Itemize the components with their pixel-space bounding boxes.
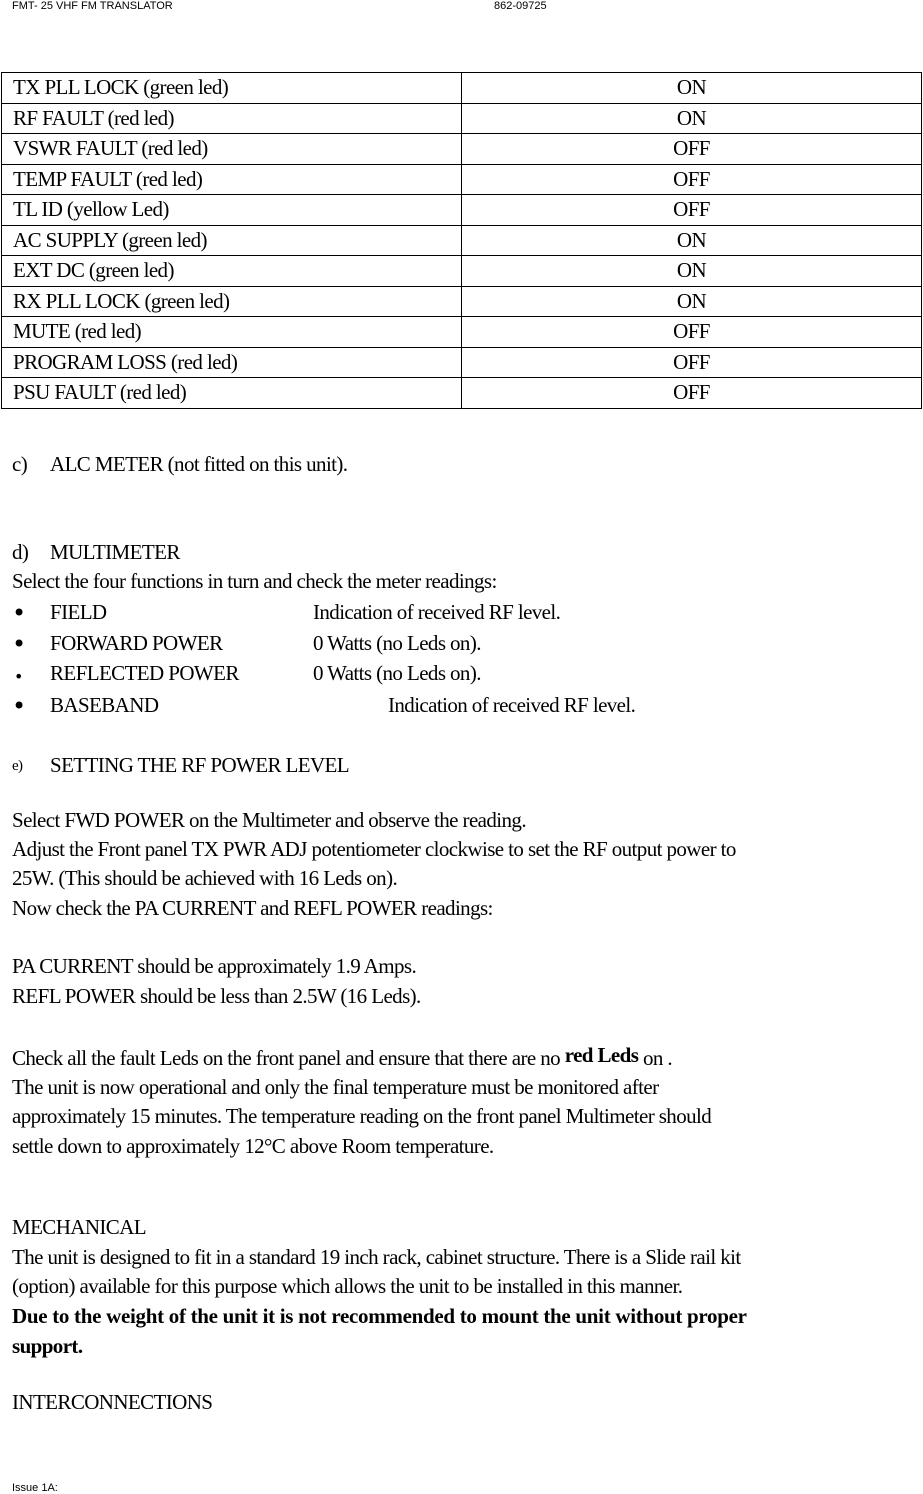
para-line: PA CURRENT should be approximately 1.9 Amps.: [12, 954, 417, 978]
status-row: [2, 317, 922, 348]
para-line: Adjust the Front panel TX PWR ADJ potentiometer clockwise to set the RF output power to: [12, 837, 736, 861]
status-row: [2, 195, 922, 226]
bullet-icon: •: [12, 599, 27, 627]
status-row: [2, 286, 922, 317]
status-label: TX PLL LOCK (green led): [2, 73, 462, 104]
para-line: The unit is designed to fit in a standard 19 inch rack, cabinet structure. There is a Slide rail kit: [12, 1245, 741, 1269]
led-status-table: [1, 72, 922, 409]
status-value: OFF: [462, 195, 922, 226]
footer-issue: Issue 1A:: [12, 1482, 58, 1494]
para-line: approximately 15 minutes. The temperature reading on the front panel Multimeter should: [12, 1104, 712, 1128]
status-label: AC SUPPLY (green led): [2, 225, 462, 256]
red-leds-emphasis: red Leds: [564, 1043, 639, 1067]
status-label: TL ID (yellow Led): [2, 195, 462, 226]
status-value: OFF: [462, 347, 922, 378]
status-row: [2, 164, 922, 195]
status-row: [2, 347, 922, 378]
status-label: PROGRAM LOSS (red led): [2, 347, 462, 378]
para-line: Check all the fault Leds on the front panel and ensure that there are no: [12, 1046, 561, 1070]
section-d-title: MULTIMETER: [50, 540, 180, 564]
interconnections-title: INTERCONNECTIONS: [12, 1390, 213, 1414]
status-value: OFF: [462, 164, 922, 195]
status-label: TEMP FAULT (red led): [2, 164, 462, 195]
status-value: ON: [462, 73, 922, 104]
bullet-name: REFLECTED POWER: [50, 661, 239, 685]
fault-check-line: [12, 1043, 673, 1071]
header-doc-title: FMT- 25 VHF FM TRANSLATOR: [12, 0, 173, 12]
para-line: REFL POWER should be less than 2.5W (16 Leds).: [12, 984, 421, 1008]
section-d-intro: Select the four functions in turn and check the meter readings:: [12, 569, 497, 593]
status-row: [2, 73, 922, 104]
para-line: settle down to approximately 12°C above Room temperature.: [12, 1134, 494, 1158]
bullet-icon: •: [12, 692, 27, 720]
bullet-desc: Indication of received RF level.: [388, 693, 636, 717]
section-d-letter: d): [12, 540, 29, 564]
para-line: Select FWD POWER on the Multimeter and observe the reading.: [12, 808, 526, 832]
section-c-letter: c): [12, 452, 28, 476]
mechanical-title: MECHANICAL: [12, 1215, 146, 1239]
para-line: 25W. (This should be achieved with 16 Leds on).: [12, 866, 398, 890]
para-line: on .: [642, 1046, 673, 1070]
status-value: ON: [462, 256, 922, 287]
bullet-desc: Indication of received RF level.: [313, 600, 561, 624]
status-row: [2, 225, 922, 256]
para-line: Now check the PA CURRENT and REFL POWER readings:: [12, 896, 493, 920]
bullet-desc: 0 Watts (no Leds on).: [313, 631, 481, 655]
para-line: (option) available for this purpose which allows the unit to be installed in this manner.: [12, 1274, 683, 1298]
bullet-name: BASEBAND: [50, 693, 159, 717]
bullet-icon: •: [14, 667, 24, 686]
warning-line: Due to the weight of the unit it is not recommended to mount the unit without proper: [12, 1304, 747, 1328]
status-label: PSU FAULT (red led): [2, 378, 462, 409]
status-value: OFF: [462, 378, 922, 409]
status-value: ON: [462, 286, 922, 317]
para-line: The unit is now operational and only the final temperature must be monitored after: [12, 1075, 659, 1099]
status-label: RX PLL LOCK (green led): [2, 286, 462, 317]
status-label: MUTE (red led): [2, 317, 462, 348]
status-label: VSWR FAULT (red led): [2, 134, 462, 165]
status-value: ON: [462, 103, 922, 134]
bullet-name: FIELD: [50, 600, 107, 624]
status-row: [2, 103, 922, 134]
bullet-desc: 0 Watts (no Leds on).: [313, 661, 481, 685]
status-row: [2, 256, 922, 287]
status-value: OFF: [462, 317, 922, 348]
status-row: [2, 378, 922, 409]
status-value: ON: [462, 225, 922, 256]
header-doc-number: 862-09725: [494, 0, 547, 12]
warning-line: support.: [12, 1334, 83, 1358]
section-c-text: ALC METER (not fitted on this unit).: [50, 452, 348, 476]
status-value: OFF: [462, 134, 922, 165]
status-label: EXT DC (green led): [2, 256, 462, 287]
section-e-title: SETTING THE RF POWER LEVEL: [50, 753, 349, 777]
bullet-name: FORWARD POWER: [50, 631, 223, 655]
status-row: [2, 134, 922, 165]
bullet-icon: •: [12, 630, 27, 658]
status-label: RF FAULT (red led): [2, 103, 462, 134]
section-e-letter: e): [12, 758, 23, 774]
